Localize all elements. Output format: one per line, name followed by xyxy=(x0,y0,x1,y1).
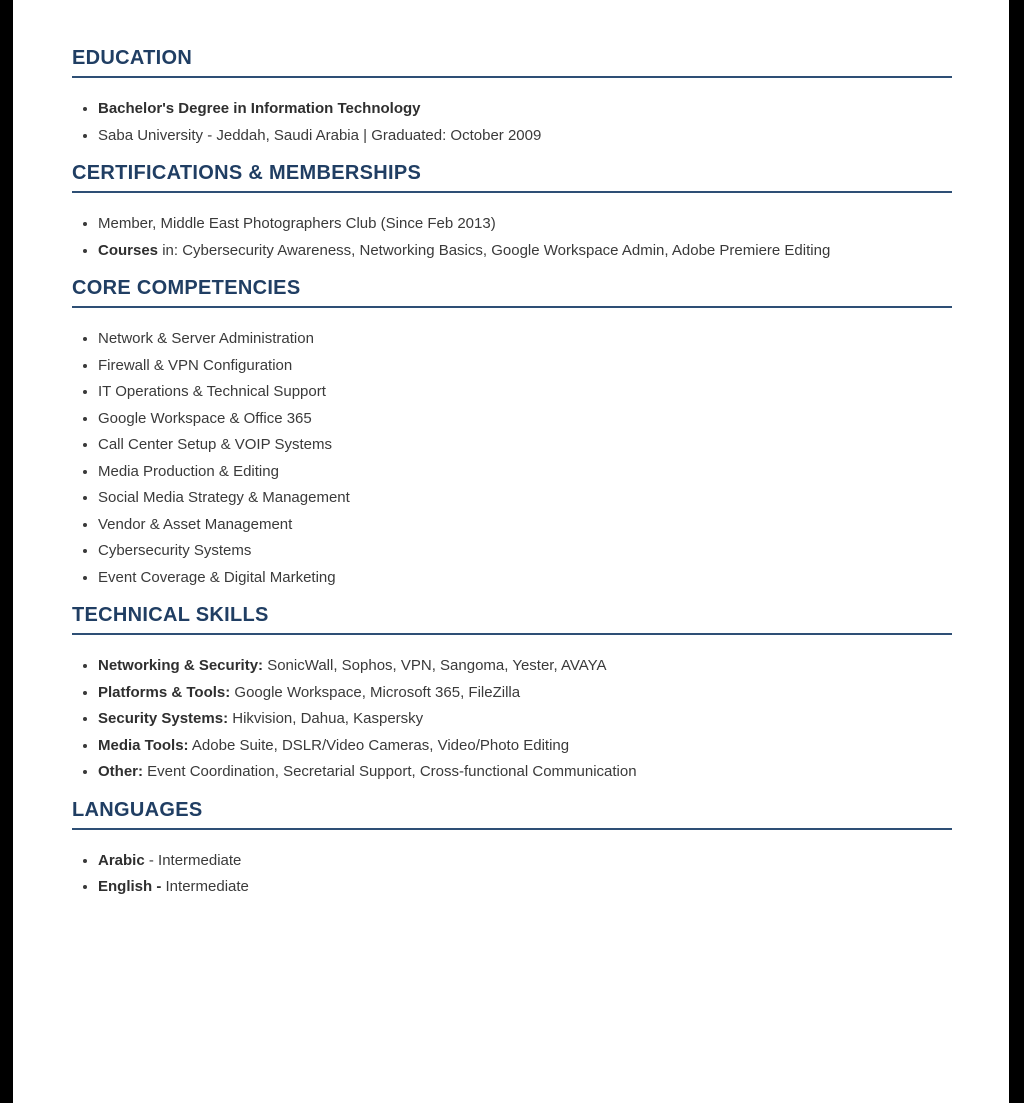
section-rule xyxy=(72,191,952,193)
list-item xyxy=(98,733,952,760)
section-rule xyxy=(72,633,952,635)
section-title-certifications: CERTIFICATIONS & MEMBERSHIPS xyxy=(72,162,422,184)
section-rule xyxy=(72,306,952,308)
skill-values: Event Coordination, Secretarial Support, Cross-functional Communication xyxy=(147,763,637,780)
section-core-competencies xyxy=(72,276,952,591)
list-item xyxy=(98,848,952,875)
section-languages xyxy=(72,798,952,901)
item-text: Vendor & Asset Management xyxy=(98,515,293,533)
list-item xyxy=(98,874,952,901)
languages-list xyxy=(72,848,952,901)
section-title-technical-skills: TECHNICAL SKILLS xyxy=(72,604,269,626)
language-name: Arabic xyxy=(98,851,145,869)
skill-category-label: Media Tools: xyxy=(98,736,189,754)
list-item xyxy=(98,485,952,512)
skill-category-label: Other: xyxy=(98,763,143,780)
skill-category-label: Networking & Security: xyxy=(98,657,264,674)
list-item xyxy=(98,238,952,265)
section-certifications-memberships xyxy=(72,161,952,264)
section-rule xyxy=(72,76,952,78)
right-edge-bar xyxy=(1009,0,1024,1103)
education-list xyxy=(72,96,952,149)
list-item xyxy=(98,211,952,238)
list-item xyxy=(98,326,952,353)
section-title-core-competencies: CORE COMPETENCIES xyxy=(72,277,301,299)
resume-content xyxy=(72,0,952,913)
language-level: Intermediate xyxy=(165,878,249,895)
skill-values: SonicWall, Sophos, VPN, Sangoma, Yester, AVAYA xyxy=(267,657,607,674)
section-rule xyxy=(72,828,952,830)
list-item xyxy=(98,353,952,380)
item-bold-text: Bachelor's Degree in Information Technology xyxy=(98,100,421,117)
item-text: Call Center Setup & VOIP Systems xyxy=(98,436,332,453)
item-text: in: Cybersecurity Awareness, Networking Basics, Google Workspace Admin, Adobe Premiere Editing xyxy=(162,241,831,259)
list-item xyxy=(98,459,952,486)
left-edge-bar xyxy=(0,0,13,1103)
list-item xyxy=(98,96,952,123)
item-text: Media Production & Editing xyxy=(98,462,279,480)
language-level: - Intermediate xyxy=(148,851,242,869)
item-text: Cybersecurity Systems xyxy=(98,542,252,559)
skill-values: Google Workspace, Microsoft 365, FileZilla xyxy=(234,683,521,701)
list-item xyxy=(98,680,952,707)
item-text: Member, Middle East Photographers Club (Since Feb 2013) xyxy=(98,215,496,232)
technical-skills-list xyxy=(72,653,952,786)
item-text: Social Media Strategy & Management xyxy=(98,489,350,506)
section-title-education: EDUCATION xyxy=(72,47,193,69)
section-title-languages: LANGUAGES xyxy=(72,798,203,821)
item-text: IT Operations & Technical Support xyxy=(98,383,326,400)
skill-values: Hikvision, Dahua, Kaspersky xyxy=(232,710,424,727)
language-name: English - xyxy=(98,878,162,895)
core-competencies-list xyxy=(72,326,952,591)
list-item xyxy=(98,565,952,592)
list-item xyxy=(98,706,952,733)
list-item xyxy=(98,432,952,459)
certifications-list xyxy=(72,211,952,264)
item-text: Google Workspace & Office 365 xyxy=(98,409,312,427)
section-technical-skills xyxy=(72,603,952,786)
list-item xyxy=(98,653,952,680)
skill-values: Adobe Suite, DSLR/Video Cameras, Video/Photo Editing xyxy=(191,736,570,754)
item-bold-text: Courses xyxy=(98,241,159,259)
section-education xyxy=(72,46,952,149)
list-item xyxy=(98,379,952,406)
item-text: Saba University - Jeddah, Saudi Arabia | Graduated: October 2009 xyxy=(98,126,542,144)
list-item xyxy=(98,123,952,150)
list-item xyxy=(98,512,952,539)
list-item xyxy=(98,406,952,433)
item-text: Network & Server Administration xyxy=(98,330,314,347)
item-text: Firewall & VPN Configuration xyxy=(98,356,293,374)
list-item xyxy=(98,759,952,786)
list-item xyxy=(98,538,952,565)
item-text: Event Coverage & Digital Marketing xyxy=(98,568,336,586)
skill-category-label: Security Systems: xyxy=(98,710,229,727)
skill-category-label: Platforms & Tools: xyxy=(98,683,231,701)
